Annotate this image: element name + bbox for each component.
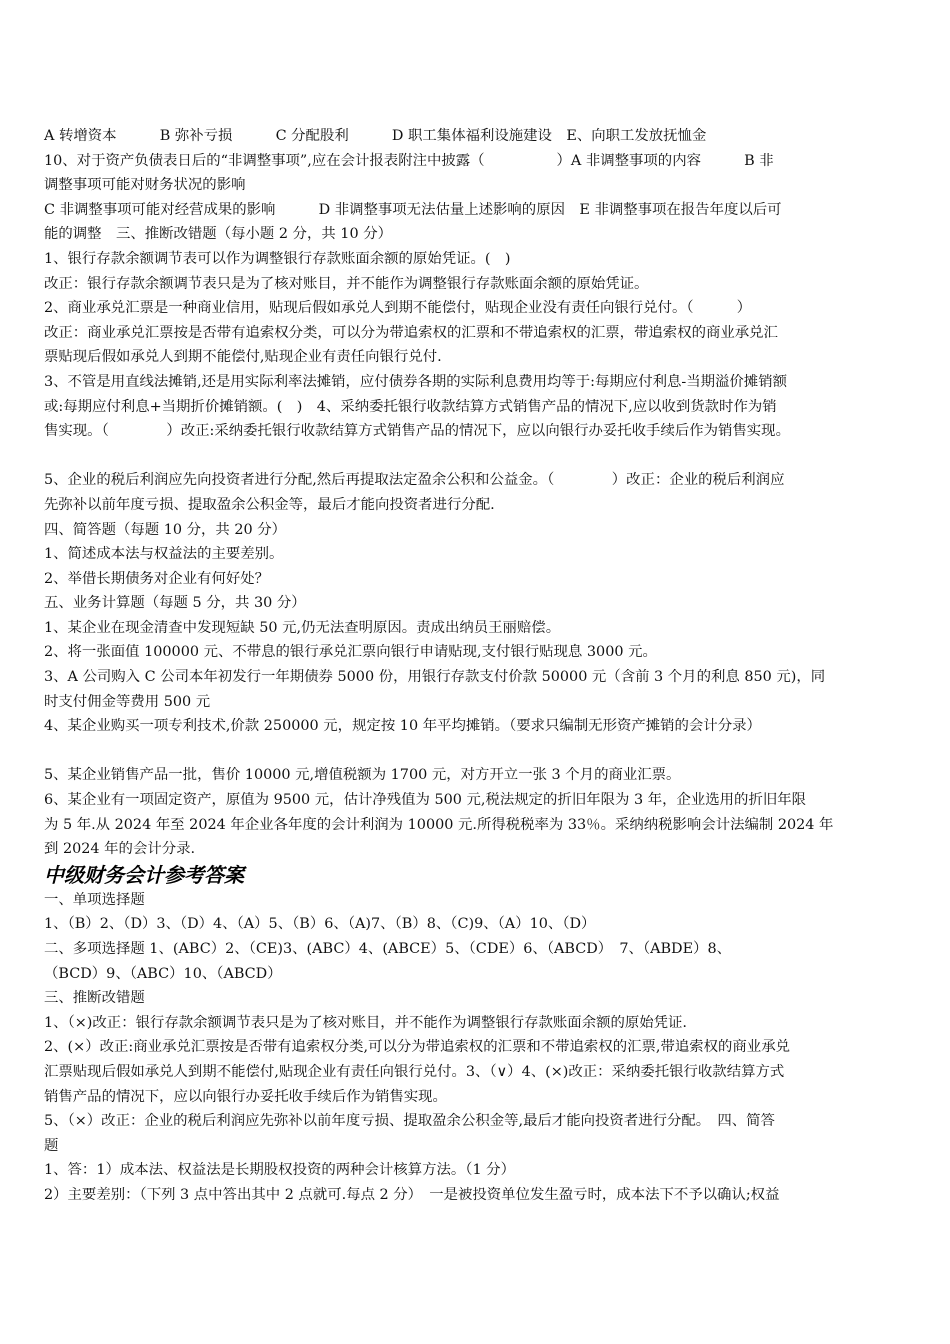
text-line: 6、某企业有一项固定资产，原值为 9500 元，估计净残值为 500 元,税法规定的折旧年限为 3 年，企业选用的折旧年限 [44, 792, 807, 809]
section-heading: 三、推断改错题 [44, 990, 145, 1007]
text-line: 4、某企业购买一项专利技术,价款 250000 元，规定按 10 年平均摊销。（要求只编制无形资产摊销的会计分录） [44, 718, 761, 735]
text-line: 1、（×)改正：银行存款余额调节表只是为了核对账目，并不能作为调整银行存款账面余额的原始凭证. [44, 1014, 688, 1031]
text-line: 2、(×）改正:商业承兑汇票按是否带有追索权分类,可以分为带追索权的汇票和不带追索权的汇票,带追索权的商业承兑 [44, 1039, 790, 1056]
text-line: （BCD）9、（ABC）10、（ABCD） [44, 965, 282, 982]
text-line: 票贴现后假如承兑人到期不能偿付,贴现企业有责任向银行兑付. [44, 349, 442, 366]
text-line: 2）主要差别：（下列 3 点中答出其中 2 点就可.每点 2 分） 一是被投资单位发生盈亏时，成本法下不予以确认;权益 [44, 1186, 780, 1203]
text-line: 改正：商业承兑汇票按是否带有追索权分类，可以分为带追索权的汇票和不带追索权的汇票，带追索权的商业承兑汇 [44, 324, 778, 341]
text-line: 为 5 年.从 2024 年至 2024 年企业各年度的会计利润为 10000 元.所得税税率为 33％。采纳纳税影响会计法编制 2024 年 [44, 816, 834, 833]
answer-title: 中级财务会计参考答案 [44, 862, 244, 887]
text-line: 1、答：1）成本法、权益法是长期股权投资的两种会计核算方法。（1 分） [44, 1162, 515, 1179]
text-line: A 转增资本 B 弥补亏损 C 分配股利 D 职工集体福利设施建设 E、向职工发放抚恤金 [44, 128, 707, 144]
text-line: 汇票贴现后假如承兑人到期不能偿付,贴现企业有责任向银行兑付。3、（∨）4、(×)改正：采纳委托银行收款结算方式 [44, 1063, 785, 1080]
text-line: 1、（B）2、（D）3、（D）4、（A）5、（B）6、（A)7、（B）8、（C)9、（A）10、（D） [44, 916, 596, 933]
document-page [44, 124, 910, 1208]
blank-line [44, 444, 910, 469]
blank-line [44, 739, 910, 764]
text-line: 二、多项选择题 1、(ABC）2、（CE)3、(ABC）4、(ABCE）5、（CDE）6、（ABCD） 7、（ABDE）8、 [44, 941, 732, 957]
text-line: 先弥补以前年度亏损、提取盈余公积金等，最后才能向投资者进行分配. [44, 496, 495, 513]
text-line: 3、不管是用直线法摊销,还是用实际利率法摊销，应付债券各期的实际利息费用均等于:每期应付利息-当期溢价摊销额 [44, 373, 787, 390]
text-line: 或:每期应付利息+当期折价摊销额。( ) 4、采纳委托银行收款结算方式销售产品的情况下,应以收到货款时作为销 [44, 398, 777, 415]
text-line: 题 [44, 1137, 59, 1154]
text-line: 3、A 公司购入 C 公司本年初发行一年期债券 5000 份，用银行存款支付价款 50000 元（含前 3 个月的利息 850 元)，同 [44, 669, 826, 686]
text-line: 5、某企业销售产品一批，售价 10000 元,增值税额为 1700 元，对方开立一张 3 个月的商业汇票。 [44, 767, 681, 784]
text-line: 10、对于资产负债表日后的“非调整事项”,应在会计报表附注中披露（ ）A 非调整事项的内容 B 非 [44, 152, 774, 169]
text-line: C 非调整事项可能对经营成果的影响 D 非调整事项无法估量上述影响的原因 E 非调整事项在报告年度以后可 [44, 201, 782, 218]
text-line: 1、银行存款余额调节表可以作为调整银行存款账面余额的原始凭证。( ) [44, 250, 511, 267]
text-line: 5、企业的税后利润应先向投资者进行分配,然后再提取法定盈余公积和公益金。（ ）改正：企业的税后利润应 [44, 472, 785, 489]
text-line: 能的调整 三、推断改错题（每小题 2 分，共 10 分） [44, 226, 392, 243]
text-line: 5、（×）改正：企业的税后利润应先弥补以前年度亏损、提取盈余公积金等,最后才能向投资者进行分配。 四、简答 [44, 1113, 775, 1130]
text-line: 2、举借长期债务对企业有何好处？ [44, 570, 270, 587]
text-line: 时支付佣金等费用 500 元 [44, 693, 211, 710]
section-heading: 四、简答题（每题 10 分，共 20 分） [44, 521, 286, 538]
text-line: 1、某企业在现金清查中发现短缺 50 元,仍无法查明原因。责成出纳员王丽赔偿。 [44, 619, 561, 636]
section-heading: 五、业务计算题（每题 5 分，共 30 分） [44, 595, 306, 612]
text-line: 改正：银行存款余额调节表只是为了核对账目，并不能作为调整银行存款账面余额的原始凭证。 [44, 275, 649, 292]
exam-questions [44, 124, 910, 862]
section-heading: 一、单项选择题 [44, 891, 145, 908]
answer-section [44, 888, 910, 1208]
text-line: 2、商业承兑汇票是一种商业信用，贴现后假如承兑人到期不能偿付，贴现企业没有责任向银行兑付。（ ） [44, 300, 752, 317]
text-line: 调整事项可能对财务状况的影响 [44, 177, 246, 194]
text-line: 2、将一张面值 100000 元、不带息的银行承兑汇票向银行申请贴现,支付银行贴现息 3000 元。 [44, 644, 657, 661]
text-line: 售实现。（ ）改正:采纳委托银行收款结算方式销售产品的情况下，应以向银行办妥托收手续后作为销售实现。 [44, 423, 790, 440]
text-line: 1、简述成本法与权益法的主要差别。 [44, 546, 284, 563]
text-line: 销售产品的情况下，应以向银行办妥托收手续后作为销售实现。 [44, 1088, 447, 1105]
text-line: 到 2024 年的会计分录. [44, 841, 196, 858]
